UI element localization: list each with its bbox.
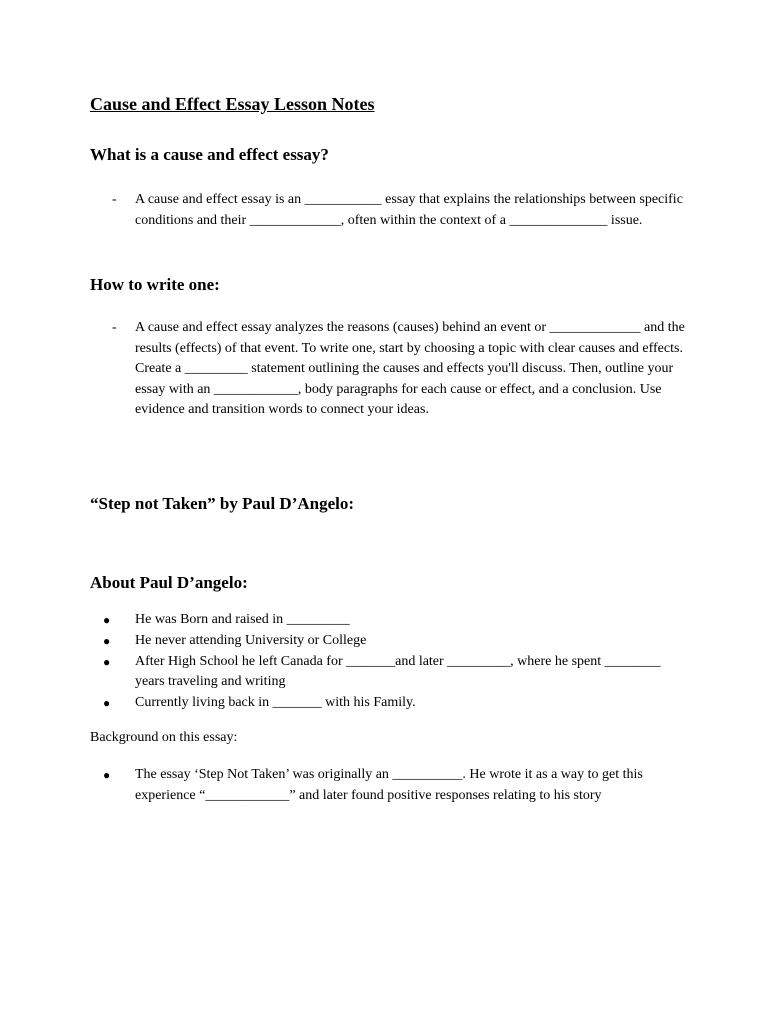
list-item-text: After High School he left Canada for _______and later _________, where he spent ________ years traveling and writing (135, 653, 661, 690)
how-to-text: A cause and effect essay analyzes the reasons (causes) behind an event or _____________ and the results (effects) of that event. To write one, start by choosing a topic with clear causes and effects. Create a _________ statement outlining the causes and effects you'll discuss. Then, outline your essay with an ____________, body paragraphs for each cause or effect, and a conclusion. Use evidence and transition words to connect your ideas. (135, 320, 685, 418)
list-item-text: The essay ‘Step Not Taken’ was originally an __________. He wrote it as a way to get this experience “____________” and later found positive responses relating to his story (135, 767, 643, 803)
heading-how-to-write: How to write one: (90, 275, 220, 294)
heading-step-not-taken: “Step not Taken” by Paul D’Angelo: (90, 494, 355, 513)
list-item (90, 765, 690, 807)
bullet-icon: ● (103, 654, 111, 669)
bullet-icon: ● (103, 613, 111, 627)
bullet-icon: ● (103, 768, 111, 782)
background-list (90, 765, 690, 807)
dash-marker: - (112, 320, 117, 335)
background-label: Background on this essay: (90, 730, 238, 745)
list-item-text: He never attending University or College (135, 632, 367, 648)
definition-text: A cause and effect essay is an ___________ essay that explains the relationships between specific conditions and their _____________, often within the context of a ______________ issue. (135, 192, 683, 228)
list-item (90, 610, 690, 631)
list-item (90, 631, 690, 652)
bullet-icon: ● (103, 696, 111, 711)
definition-paragraph (90, 190, 690, 231)
heading-what-is: What is a cause and effect essay? (90, 145, 329, 164)
document-title: Cause and Effect Essay Lesson Notes (90, 94, 375, 114)
bullet-icon: ● (103, 633, 111, 648)
list-item-text: Currently living back in _______ with his Family. (135, 695, 416, 711)
how-to-paragraph (90, 318, 690, 421)
list-item (90, 693, 690, 714)
about-author-list (90, 610, 690, 714)
list-item (90, 652, 690, 694)
list-item-text: He was Born and raised in _________ (135, 612, 350, 627)
dash-marker: - (112, 192, 117, 207)
heading-about-author: About Paul D’angelo: (90, 573, 248, 592)
